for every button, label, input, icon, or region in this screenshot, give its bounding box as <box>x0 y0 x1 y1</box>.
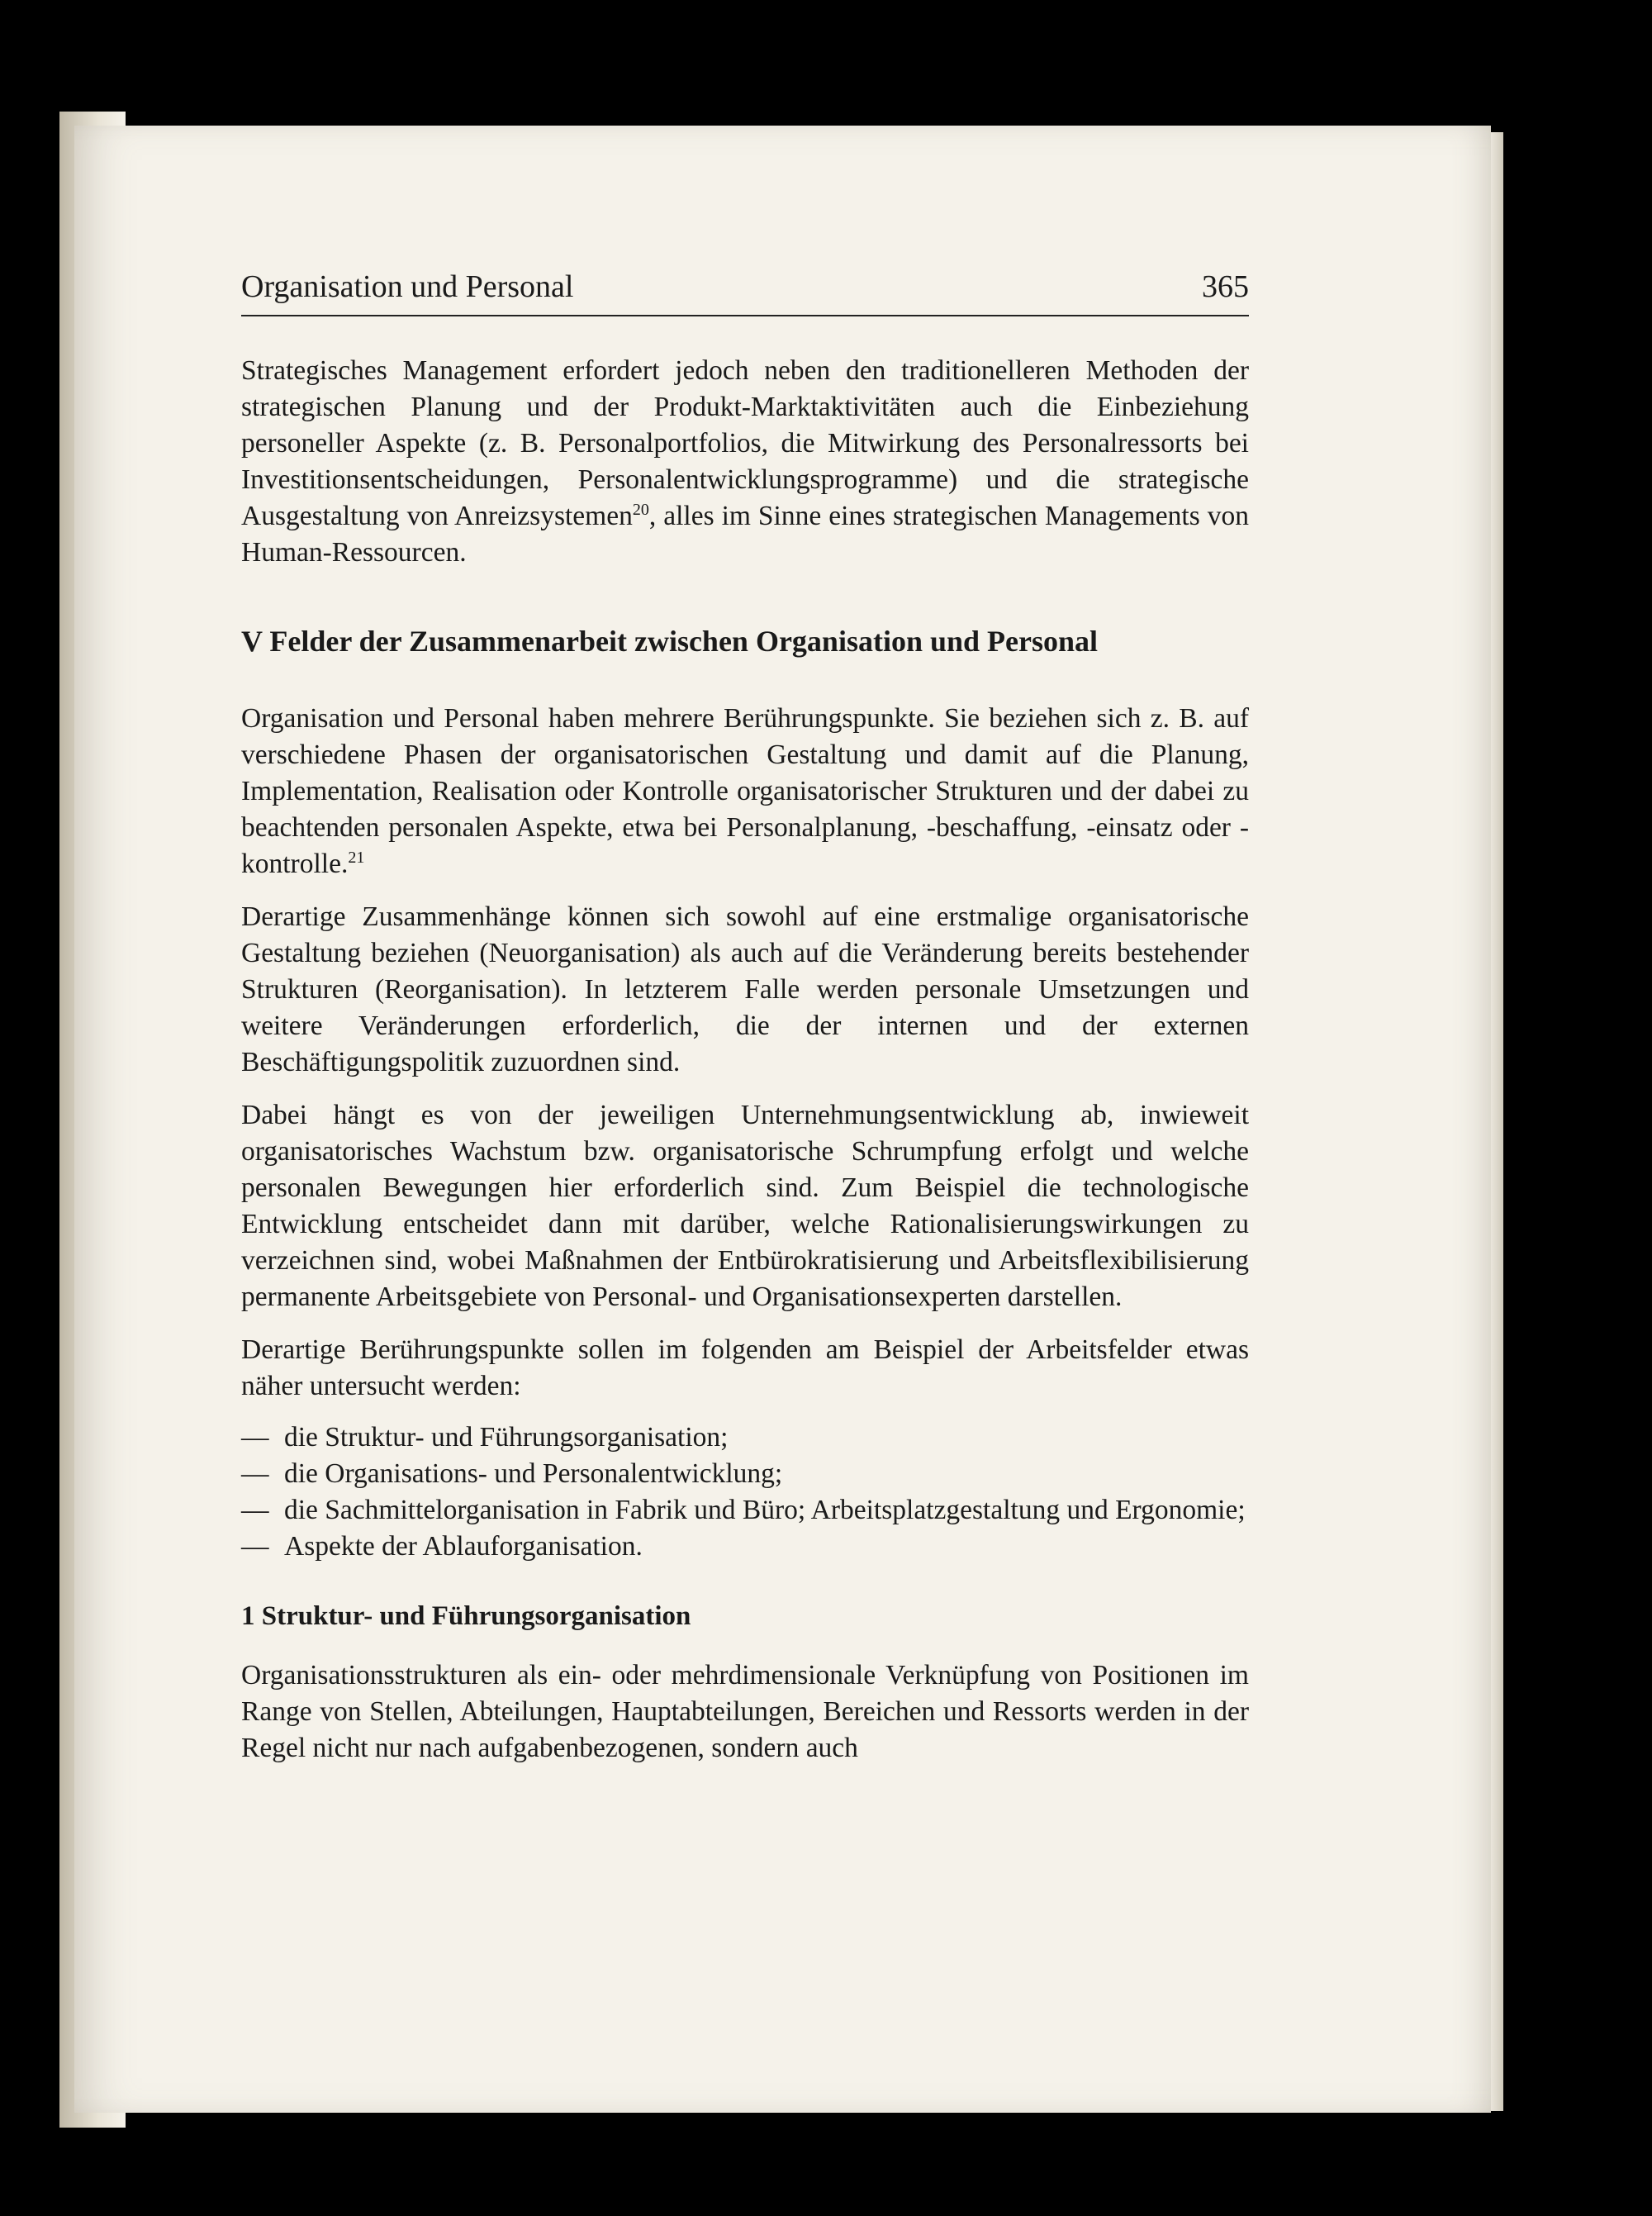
paragraph-2-text: Organisation und Personal haben mehrere Berührungspunkte. Sie beziehen sich z. B. auf verschiedene Phasen der organisatorischen Gestaltung und damit auf die Planung, Implementation, Realisation oder Kontrolle organisatorischer Strukturen und der dabei zu beachtenden personalen Aspekte, etwa bei Personalplanung, -beschaffung, -einsatz oder -kontrolle. <box>241 703 1249 879</box>
list-item-text: die Sachmittelorganisation in Fabrik und Büro; Arbeitsplatzgestaltung und Ergonomie; <box>284 1495 1246 1525</box>
list-item-text: die Struktur- und Führungsorganisation; <box>284 1422 729 1453</box>
list-item-text: die Organisations- und Personalentwicklung; <box>284 1458 783 1489</box>
running-head <box>241 269 1249 316</box>
page-content <box>241 269 1249 1767</box>
paragraph-intro <box>241 353 1249 571</box>
paragraph-4: Dabei hängt es von der jeweiligen Unternehmungsentwicklung ab, inwieweit organisatorisches Wachstum bzw. organisatorische Schrumpfung erfolgt und welche personalen Bewegungen hier erforderlich sind. Zum Beispiel die technologische Entwicklung entscheidet dann mit darüber, welche Rationalisierungswirkungen zu verzeichnen sind, wobei Maßnahmen der Entbürokratisierung und Arbeitsflexibilisierung permanente Arbeitsgebiete von Personal- und Organisationsexperten darstellen. <box>241 1100 1249 1312</box>
sub-heading: 1 Struktur- und Führungsorganisation <box>241 1601 691 1631</box>
paragraph-6: Organisationsstrukturen als ein- oder mehrdimensionale Verknüpfung von Positionen im Range von Stellen, Abteilungen, Hauptabteilungen, Bereichen und Ressorts werden in der Regel nicht nur nach aufgabenbezogenen, sondern auch <box>241 1660 1249 1763</box>
dash-marker: — <box>241 1458 269 1489</box>
list-item <box>241 1419 1249 1456</box>
arbeitsfelder-list <box>241 1419 1249 1565</box>
list-item <box>241 1456 1249 1492</box>
paragraph-intro-text: Strategisches Management erfordert jedoch neben den traditionelleren Methoden der strategischen Planung und der Produkt-Marktaktivitäten auch die Einbeziehung personeller Aspekte (z. B. Personalportfolios, die Mitwirkung des Personalressorts bei Investitionsentscheidungen, Personalentwicklungsprogramme) und die strategische Ausgestaltung von Anreizsystemen <box>241 355 1249 531</box>
paragraph-3: Derartige Zusammenhänge können sich sowohl auf eine erstmalige organisatorische Gestaltung beziehen (Neuorganisation) als auch auf die Veränderung bereits bestehender Strukturen (Reorganisation). In letzterem Falle werden personale Umsetzungen und weitere Veränderungen erforderlich, die der internen und der externen Beschäftigungspolitik zuzuordnen sind. <box>241 901 1249 1077</box>
dash-marker: — <box>241 1495 269 1525</box>
dash-marker: — <box>241 1531 269 1562</box>
paragraph-intro-tail: , alles im Sinne eines strategischen Managements von Human-Ressourcen. <box>241 501 1249 568</box>
footnote-ref-21: 21 <box>348 848 365 867</box>
footnote-ref-20: 20 <box>632 500 649 519</box>
list-item <box>241 1529 1249 1565</box>
paragraph-2 <box>241 701 1249 882</box>
section-heading: V Felder der Zusammenarbeit zwischen Organisation und Personal <box>241 625 1099 658</box>
running-head-title: Organisation und Personal <box>241 269 574 304</box>
list-item-text: Aspekte der Ablauforganisation. <box>284 1531 643 1562</box>
list-item <box>241 1492 1249 1529</box>
paragraph-5: Derartige Berührungspunkte sollen im folgenden am Beispiel der Arbeitsfelder etwas näher untersucht werden: <box>241 1334 1249 1401</box>
page-number: 365 <box>1202 269 1249 304</box>
dash-marker: — <box>241 1422 269 1453</box>
